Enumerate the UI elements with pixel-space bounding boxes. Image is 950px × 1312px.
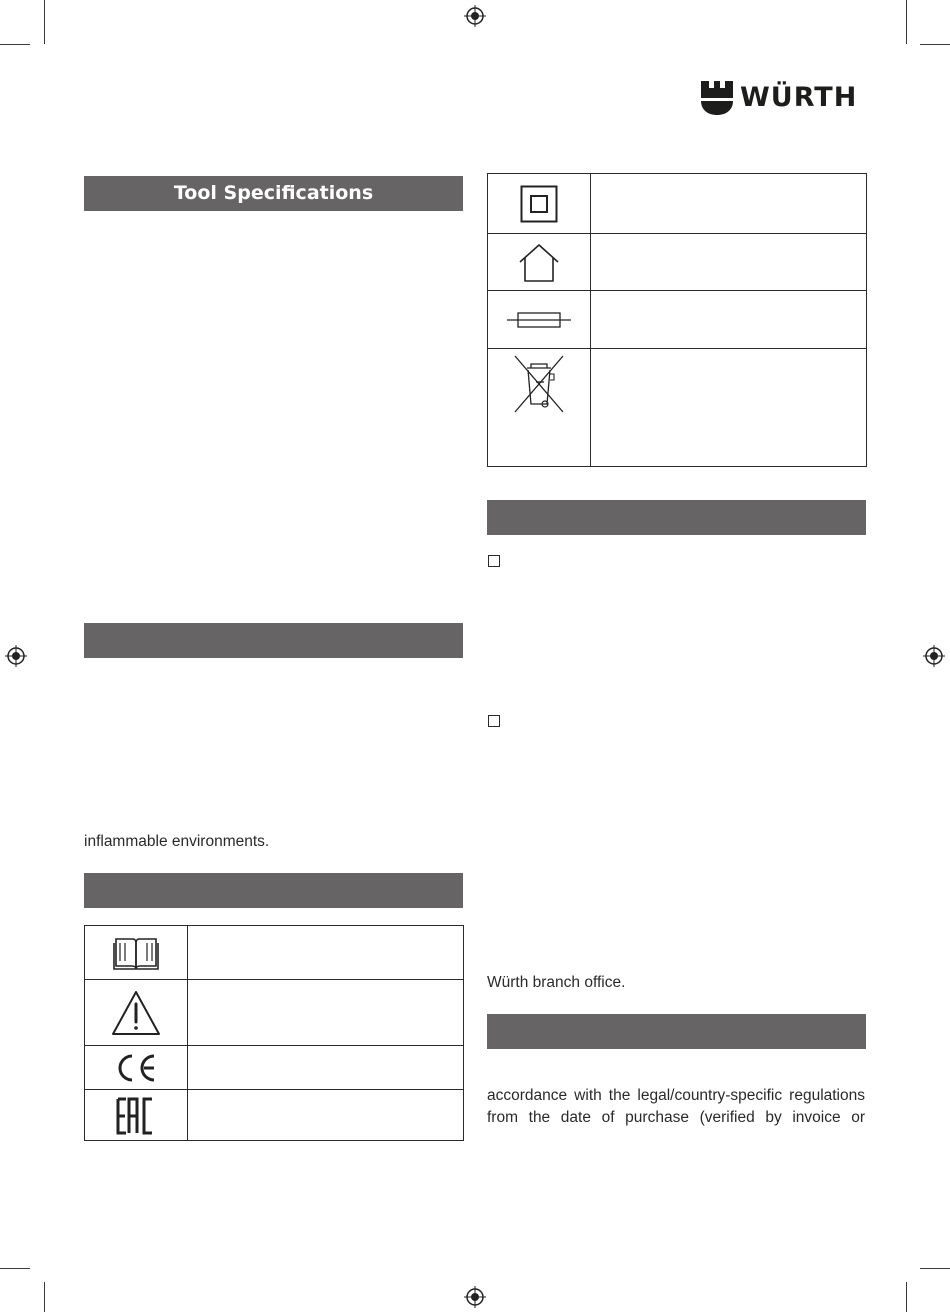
ce-mark-icon xyxy=(114,1053,158,1083)
icon-cell xyxy=(85,980,187,1046)
section-title: Tool Specifications xyxy=(173,182,374,204)
symbol-table-left xyxy=(84,925,464,1141)
crop-mark xyxy=(920,1268,950,1269)
icon-cell xyxy=(85,1090,187,1141)
table-row xyxy=(488,233,866,291)
paragraph-line: from the date of purchase (verified by invoice or xyxy=(487,1109,865,1126)
table-row xyxy=(85,926,463,979)
fuse-icon xyxy=(507,310,571,330)
icon-cell xyxy=(488,291,590,349)
section-header xyxy=(487,500,866,535)
symbol-table-right xyxy=(487,173,867,467)
registration-mark-icon xyxy=(923,645,945,667)
table-row xyxy=(488,348,866,467)
checkbox-bullet[interactable] xyxy=(488,715,500,727)
crop-mark xyxy=(44,0,45,44)
section-header-tool-specifications xyxy=(84,176,463,211)
wurth-logo xyxy=(700,80,866,116)
crop-mark xyxy=(0,44,30,45)
table-row xyxy=(85,1045,463,1090)
table-row xyxy=(488,174,866,233)
table-row xyxy=(85,979,463,1046)
warning-triangle-icon xyxy=(111,990,161,1036)
icon-cell xyxy=(85,926,187,979)
section-header xyxy=(84,873,463,908)
paragraph-text: Würth branch office. xyxy=(487,974,626,991)
crop-mark xyxy=(44,1282,45,1312)
crop-mark xyxy=(906,1282,907,1312)
crop-mark xyxy=(0,1268,30,1269)
protection-class-ii-icon xyxy=(520,185,558,223)
paragraph-text: inflammable environments. xyxy=(84,833,270,850)
weee-crossed-bin-icon xyxy=(512,354,566,414)
indoor-use-house-icon xyxy=(517,243,561,283)
manual-book-icon xyxy=(113,933,159,973)
crop-mark xyxy=(906,0,907,44)
logo-text: WÜRTH xyxy=(740,82,858,113)
registration-mark-icon xyxy=(464,1286,486,1308)
icon-cell xyxy=(488,349,590,467)
table-row xyxy=(488,290,866,349)
eac-mark-icon xyxy=(116,1097,156,1135)
checkbox-bullet[interactable] xyxy=(488,555,500,567)
icon-cell xyxy=(488,174,590,233)
icon-cell xyxy=(488,234,590,291)
section-header xyxy=(487,1014,866,1049)
registration-mark-icon xyxy=(5,645,27,667)
section-header xyxy=(84,623,463,658)
crop-mark xyxy=(920,44,950,45)
icon-cell xyxy=(85,1046,187,1090)
table-row xyxy=(85,1089,463,1141)
registration-mark-icon xyxy=(464,5,486,27)
paragraph-line: accordance with the legal/country-specific regulations xyxy=(487,1087,865,1104)
wurth-emblem-icon xyxy=(700,80,734,116)
